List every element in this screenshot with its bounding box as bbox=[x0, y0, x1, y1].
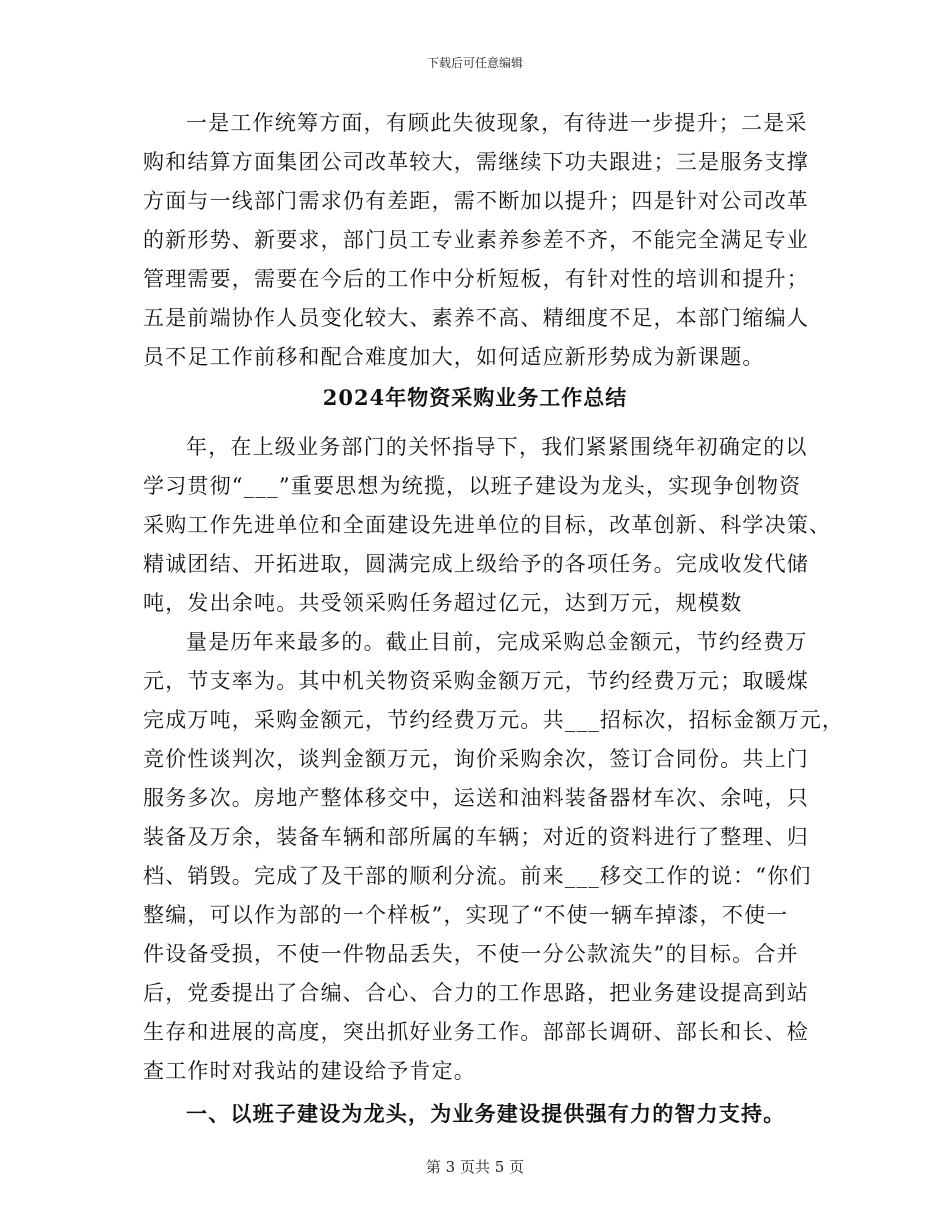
para1-line-7: 员不足工作前移和配合难度加大，如何适应新形势成为新课题。 bbox=[143, 345, 765, 369]
para3-line-11: 生存和进展的高度，突出抓好业务工作。部部长调研、部长和长、检 bbox=[143, 1020, 809, 1044]
section-heading-1: 一、以班子建设为龙头，为业务建设提供强有力的智力支持。 bbox=[186, 1101, 786, 1126]
para3-line-10: 后，党委提出了合编、合心、合力的工作思路，把业务建设提高到站 bbox=[143, 981, 809, 1005]
section-title: 2024年物资采购业务工作总结 bbox=[322, 385, 628, 410]
para1-line-6: 五是前端协作人员变化较大、素养不高、精细度不足，本部门缩编人 bbox=[143, 306, 809, 330]
para2-line-4: 精诚团结、开拓进取，圆满完成上级给予的各项任务。完成收发代储 bbox=[143, 552, 809, 576]
para3-line-4: 竞价性谈判次，谈判金额万元，询价采购余次，签订合同份。共上门 bbox=[143, 747, 809, 771]
para3-line-8: 整编，可以作为部的一个样板”，实现了“不使一辆车掉漆，不使一 bbox=[143, 903, 789, 927]
para2-line-3: 采购工作先进单位和全面建设先进单位的目标，改革创新、科学决策、 bbox=[143, 513, 832, 537]
para2-line-2: 学习贯彻“___”重要思想为统揽，以班子建设为龙头，实现争创物资 bbox=[143, 474, 802, 498]
para1-line-5: 管理需要，需要在今后的工作中分析短板，有针对性的培训和提升； bbox=[143, 267, 809, 291]
para3-line-2: 元，节支率为。其中机关物资采购金额万元，节约经费万元；取暖煤 bbox=[143, 669, 809, 693]
page-header: 下载后可任意编辑 bbox=[426, 56, 523, 70]
para1-line-4: 的新形势、新要求，部门员工专业素养参差不齐，不能完全满足专业 bbox=[143, 228, 809, 252]
para2-line-1: 年，在上级业务部门的关怀指导下，我们紧紧围绕年初确定的以 bbox=[186, 435, 808, 459]
para3-line-3: 完成万吨，采购金额元，节约经费万元。共___招标次，招标金额万元， bbox=[143, 708, 845, 732]
para3-line-6: 装备及万余，装备车辆和部所属的车辆；对近的资料进行了整理、归 bbox=[143, 825, 809, 849]
para3-line-9: 件设备受损，不使一件物品丢失，不使一分公款流失”的目标。合并 bbox=[143, 942, 799, 966]
para3-line-1: 量是历年来最多的。截止目前，完成采购总金额元，节约经费万 bbox=[186, 630, 808, 654]
para3-line-5: 服务多次。房地产整体移交中，运送和油料装备器材车次、余吨，只 bbox=[143, 786, 809, 810]
para2-line-5: 吨，发出余吨。共受领采购任务超过亿元，达到万元，规模数 bbox=[143, 591, 743, 615]
para3-line-7: 档、销毁。完成了及干部的顺利分流。前来___移交工作的说：“你们 bbox=[143, 864, 812, 888]
para1-line-2: 购和结算方面集团公司改革较大，需继续下功夫跟进；三是服务支撑 bbox=[143, 150, 809, 174]
para3-line-12: 查工作时对我站的建设给予肯定。 bbox=[143, 1059, 476, 1083]
page-footer: 第 3 页共 5 页 bbox=[425, 1158, 525, 1176]
para1-line-1: 一是工作统筹方面，有顾此失彼现象，有待进一步提升；二是采 bbox=[186, 111, 808, 135]
para1-line-3: 方面与一线部门需求仍有差距，需不断加以提升；四是针对公司改革 bbox=[143, 189, 809, 213]
